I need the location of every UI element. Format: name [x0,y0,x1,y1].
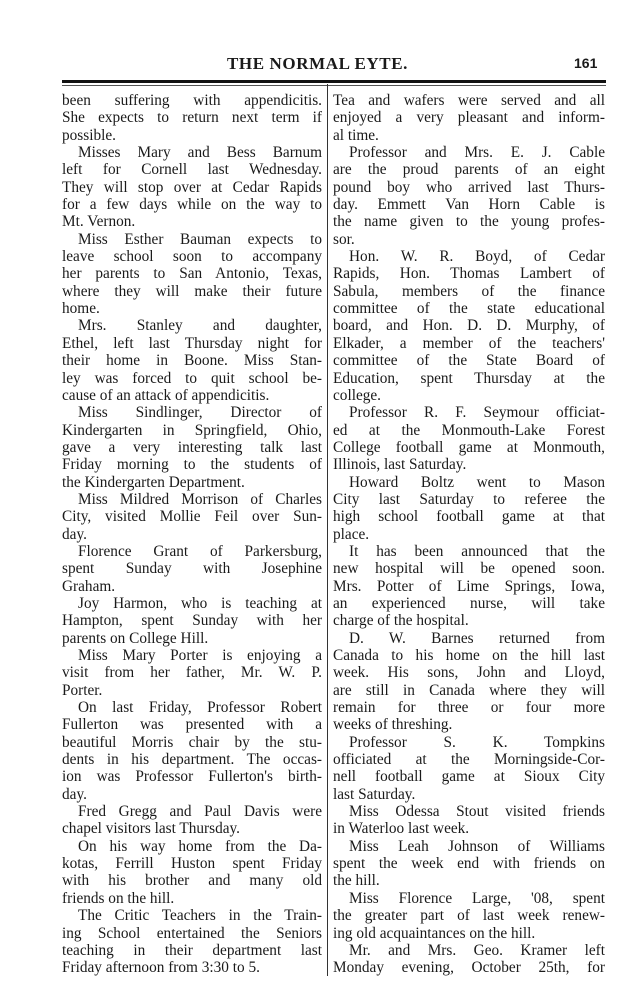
text-line: Howard Boltz went to Mason [349,473,605,491]
news-paragraph [333,942,605,977]
text-line: possible. [62,126,116,144]
news-paragraph [333,803,605,838]
text-line: left for Cornell last Wednesday. [62,161,322,179]
text-line: ley was forced to quit school be- [62,369,322,387]
text-line: Miss Sindlinger, Director of [78,404,322,422]
text-line: Hon. W. R. Boyd, of Cedar [349,248,605,266]
news-paragraph [62,647,322,699]
text-line: Miss Mary Porter is enjoying a [78,647,322,664]
text-line: the greater part of last week renew- [333,907,605,925]
text-line: ed at the Monmouth-Lake Forest [333,421,605,439]
text-line: leave school soon to accompany [62,248,322,266]
text-line: place. [333,525,370,543]
text-line: City, visited Mollie Feil over Sun- [62,508,322,526]
text-line: cause of an attack of appendicitis. [62,386,270,404]
text-line: Misses Mary and Bess Barnum [78,144,322,162]
text-line: Mt. Vernon. [62,213,136,231]
text-line: day. [62,525,87,543]
text-line: Miss Florence Large, '08, spent [349,889,605,907]
column-divider [327,84,328,976]
text-line: week. His sons, John and Lloyd, [333,664,605,682]
news-paragraph [62,699,322,803]
text-line: They will stop over at Cedar Rapids [62,178,322,196]
news-paragraph [62,491,322,543]
news-paragraph [333,890,605,942]
text-line: On last Friday, Professor Robert [78,699,322,717]
text-line: On his way home from the Da- [78,837,322,855]
text-line: Miss Esther Bauman expects to [78,230,322,248]
news-paragraph [333,543,605,630]
text-line: kotas, Ferrill Huston spent Friday [62,855,322,873]
text-line: Canada to his home on the hill last [333,647,605,664]
text-line: pound boy who arrived last Thurs- [333,178,605,196]
text-line: officiated at the Morningside-Cor- [333,751,605,769]
text-line: spent Sunday with Josephine [62,560,322,578]
text-line: new hospital will be opened soon. [333,560,605,578]
text-line: nell football game at Sioux City [333,768,605,786]
text-line: remain for three or four more [333,699,605,717]
text-line: Illinois, last Saturday. [333,456,467,474]
text-line: ing old acquaintances on the hill. [333,924,536,942]
text-line: college. [333,386,381,404]
text-line: Elkader, a member of the teachers' [333,334,605,352]
text-line: Rapids, Hon. Thomas Lambert of [333,265,605,283]
text-line: committee of the state educational [333,300,605,318]
news-paragraph [62,144,322,231]
text-line: home. [62,300,100,318]
text-line: beautiful Morris chair by the stu- [62,733,322,751]
text-line: teaching in their department last [62,941,322,959]
text-line: enjoyed a very pleasant and inform- [333,109,605,127]
text-line: Hampton, spent Sunday with her [62,612,322,630]
news-paragraph [333,474,605,543]
text-line: last Saturday. [333,785,416,803]
text-line: Mrs. Stanley and daughter, [78,317,322,335]
text-line: Friday morning to the students of [62,456,322,474]
text-line: dents in his department. The occas- [62,751,322,769]
text-line: visit from her father, Mr. W. P. [62,664,322,682]
text-line: chapel visitors last Thursday. [62,820,241,838]
news-paragraph [333,144,605,248]
page-number: 161 [574,55,598,71]
text-line: Fred Gregg and Paul Davis were [78,803,322,821]
text-line: day. [62,785,87,803]
text-line: friends on the hill. [62,889,175,907]
text-line: Fullerton was presented with a [62,716,322,734]
text-line: College football game at Monmouth, [333,438,605,456]
header-rule-thin [62,85,606,86]
news-paragraph [62,404,322,491]
text-line: the name given to the young profes- [333,213,605,231]
text-line: in Waterloo last week. [333,820,470,838]
text-line: Professor R. F. Seymour officiat- [349,404,605,422]
text-line: It has been announced that the [349,542,605,560]
news-paragraph [62,92,322,144]
text-line: been suffering with appendicitis. [62,92,322,109]
news-paragraph [333,92,605,144]
text-line: gave a very interesting talk last [62,438,322,456]
text-line: Porter. [62,681,103,699]
news-paragraph [62,838,322,907]
text-line: where they will make their future [62,282,322,300]
news-paragraph [333,630,605,734]
text-line: Tea and wafers were served and all [333,92,605,109]
text-line: Sabula, members of the finance [333,282,605,300]
text-line: parents on College Hill. [62,629,209,647]
text-line: D. W. Barnes returned from [349,629,605,647]
page-title: THE NORMAL EYTE. [226,54,409,73]
text-line: board, and Hon. D. D. Murphy, of [333,317,605,335]
text-line: committee of the State Board of [333,352,605,370]
header-rule [62,80,606,83]
right-column [333,92,605,977]
text-line: the hill. [333,872,380,890]
text-line: ion was Professor Fullerton's birth- [62,768,322,786]
text-line: Mrs. Potter of Lime Springs, Iowa, [333,577,605,595]
text-line: Miss Odessa Stout visited friends [349,803,605,821]
text-line: Joy Harmon, who is teaching at [78,594,322,612]
text-line: Florence Grant of Parkersburg, [78,542,322,560]
text-line: an experienced nurse, will take [333,594,605,612]
news-paragraph [62,231,322,318]
news-paragraph [62,317,322,404]
text-line: Mr. and Mrs. Geo. Kramer left [349,941,605,959]
text-line: the Kindergarten Department. [62,473,245,491]
text-line: Graham. [62,577,116,595]
text-line: Kindergarten in Springfield, Ohio, [62,421,322,439]
text-line: for a few days while on the way to [62,196,322,214]
text-line: spent the week end with friends on [333,855,605,873]
text-line: with his brother and many old [62,872,322,890]
left-column [62,92,322,977]
text-line: day. Emmett Van Horn Cable is [333,196,605,214]
text-line: weeks of threshing. [333,716,453,734]
news-paragraph [62,543,322,595]
text-line: City last Saturday to referee the [333,490,605,508]
text-line: Miss Leah Johnson of Williams [349,837,605,855]
news-paragraph [62,907,322,976]
text-line: al time. [333,126,379,144]
news-paragraph [62,595,322,647]
text-line: high school football game at that [333,508,605,526]
text-line: sor. [333,230,355,248]
news-paragraph [333,404,605,473]
text-line: ing School entertained the Seniors [62,924,322,942]
text-line: Education, spent Thursday at the [333,369,605,387]
text-line: Friday afternoon from 3:30 to 5. [62,959,260,977]
text-line: Miss Mildred Morrison of Charles [78,490,322,508]
text-line: Monday evening, October 25th, for [333,959,605,977]
text-line: are still in Canada where they will [333,681,605,699]
text-line: her parents to San Antonio, Texas, [62,265,322,283]
news-paragraph [62,803,322,838]
text-line: charge of the hospital. [333,612,469,630]
news-paragraph [333,734,605,803]
news-paragraph [333,248,605,404]
news-paragraph [333,838,605,890]
text-line: She expects to return next term if [62,109,322,127]
text-line: Professor S. K. Tompkins [349,733,605,751]
text-line: their home in Boone. Miss Stan- [62,352,322,370]
text-line: Ethel, left last Thursday night for [62,334,322,352]
text-line: are the proud parents of an eight [333,161,605,179]
text-line: The Critic Teachers in the Train- [78,907,322,925]
text-line: Professor and Mrs. E. J. Cable [349,144,605,162]
